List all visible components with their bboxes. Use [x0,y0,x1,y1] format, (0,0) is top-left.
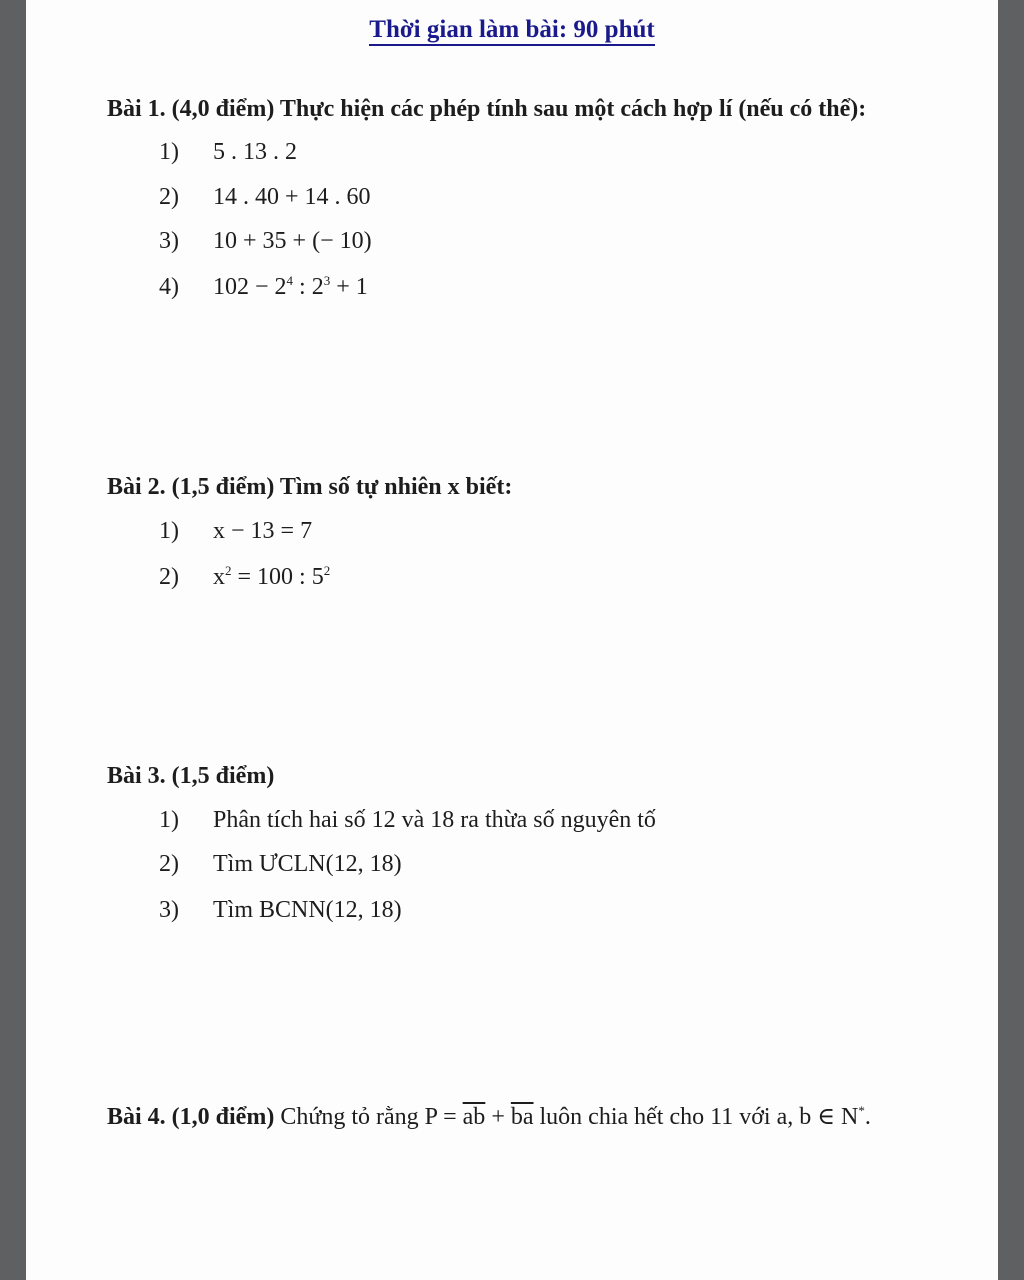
document-page [26,0,998,1280]
item-text: Tìm BCNN(12, 18) [213,897,402,923]
bai2-heading: Bài 2. (1,5 điểm) Tìm số tự nhiên x biết: [107,474,513,500]
bai3-item-1 [159,807,656,834]
bai1-item-3 [159,228,372,255]
bai3-item-3 [159,897,402,924]
item-number: 2) [159,184,179,210]
n-star: * [858,1103,865,1118]
item-expression: x − 13 = 7 [213,518,313,544]
bai3-item-2 [159,851,402,878]
period: . [864,1104,871,1130]
bai4-label: Bài 4. (1,0 điểm) [107,1104,275,1130]
item-number: 3) [159,897,179,923]
item-expression-part: + 1 [330,274,368,300]
item-text: Tìm ƯCLN(12, 18) [213,851,402,877]
item-number: 1) [159,807,179,833]
overline-ab: $\overline{ab}$ [462,1104,486,1130]
item-expression-part: 102 − 2 [213,274,287,300]
item-number: 1) [159,139,179,165]
bai4-text: Chứng tỏ rằng [274,1104,425,1130]
bai3-heading: Bài 3. (1,5 điểm) [107,763,275,789]
item-expression-part: : 2 [293,274,324,300]
item-expression: 14 . 40 + 14 . 60 [213,184,371,210]
bai1-item-1 [159,139,297,166]
bai4-text: luôn chia hết cho 11 với a, b ∈ N [533,1104,859,1130]
bai4-statement [107,1102,871,1131]
bai1-heading: Bài 1. (4,0 điểm) Thực hiện các phép tính sau một cách hợp lí (nếu có thể): [107,96,867,122]
item-number: 2) [159,564,179,590]
bai2-item-1 [159,518,312,545]
item-number: 1) [159,518,179,544]
exponent: 4 [286,273,294,288]
exponent: 3 [323,273,331,288]
overline-ba: $\overline{ba}$ [510,1104,534,1130]
item-number: 2) [159,851,179,877]
plus-sign: + [485,1104,511,1130]
bai1-item-2 [159,184,371,211]
item-text: Phân tích hai số 12 và 18 ra thừa số nguyên tố [213,807,656,833]
item-number: 4) [159,274,179,300]
p-equals: P = [424,1104,463,1130]
item-number: 3) [159,228,179,254]
exam-time-header [26,16,998,44]
exponent: 2 [323,563,331,578]
exam-time-title: Thời gian làm bài: 90 phút [369,16,654,46]
bai1-item-4 [159,273,368,301]
item-expression-part: = 100 : 5 [231,564,324,590]
exponent: 2 [225,563,232,578]
item-expression: 10 + 35 + (− 10) [213,228,372,254]
item-expression: 5 . 13 . 2 [213,139,297,165]
item-expression-part: x [213,564,225,590]
bai2-item-2 [159,563,330,591]
